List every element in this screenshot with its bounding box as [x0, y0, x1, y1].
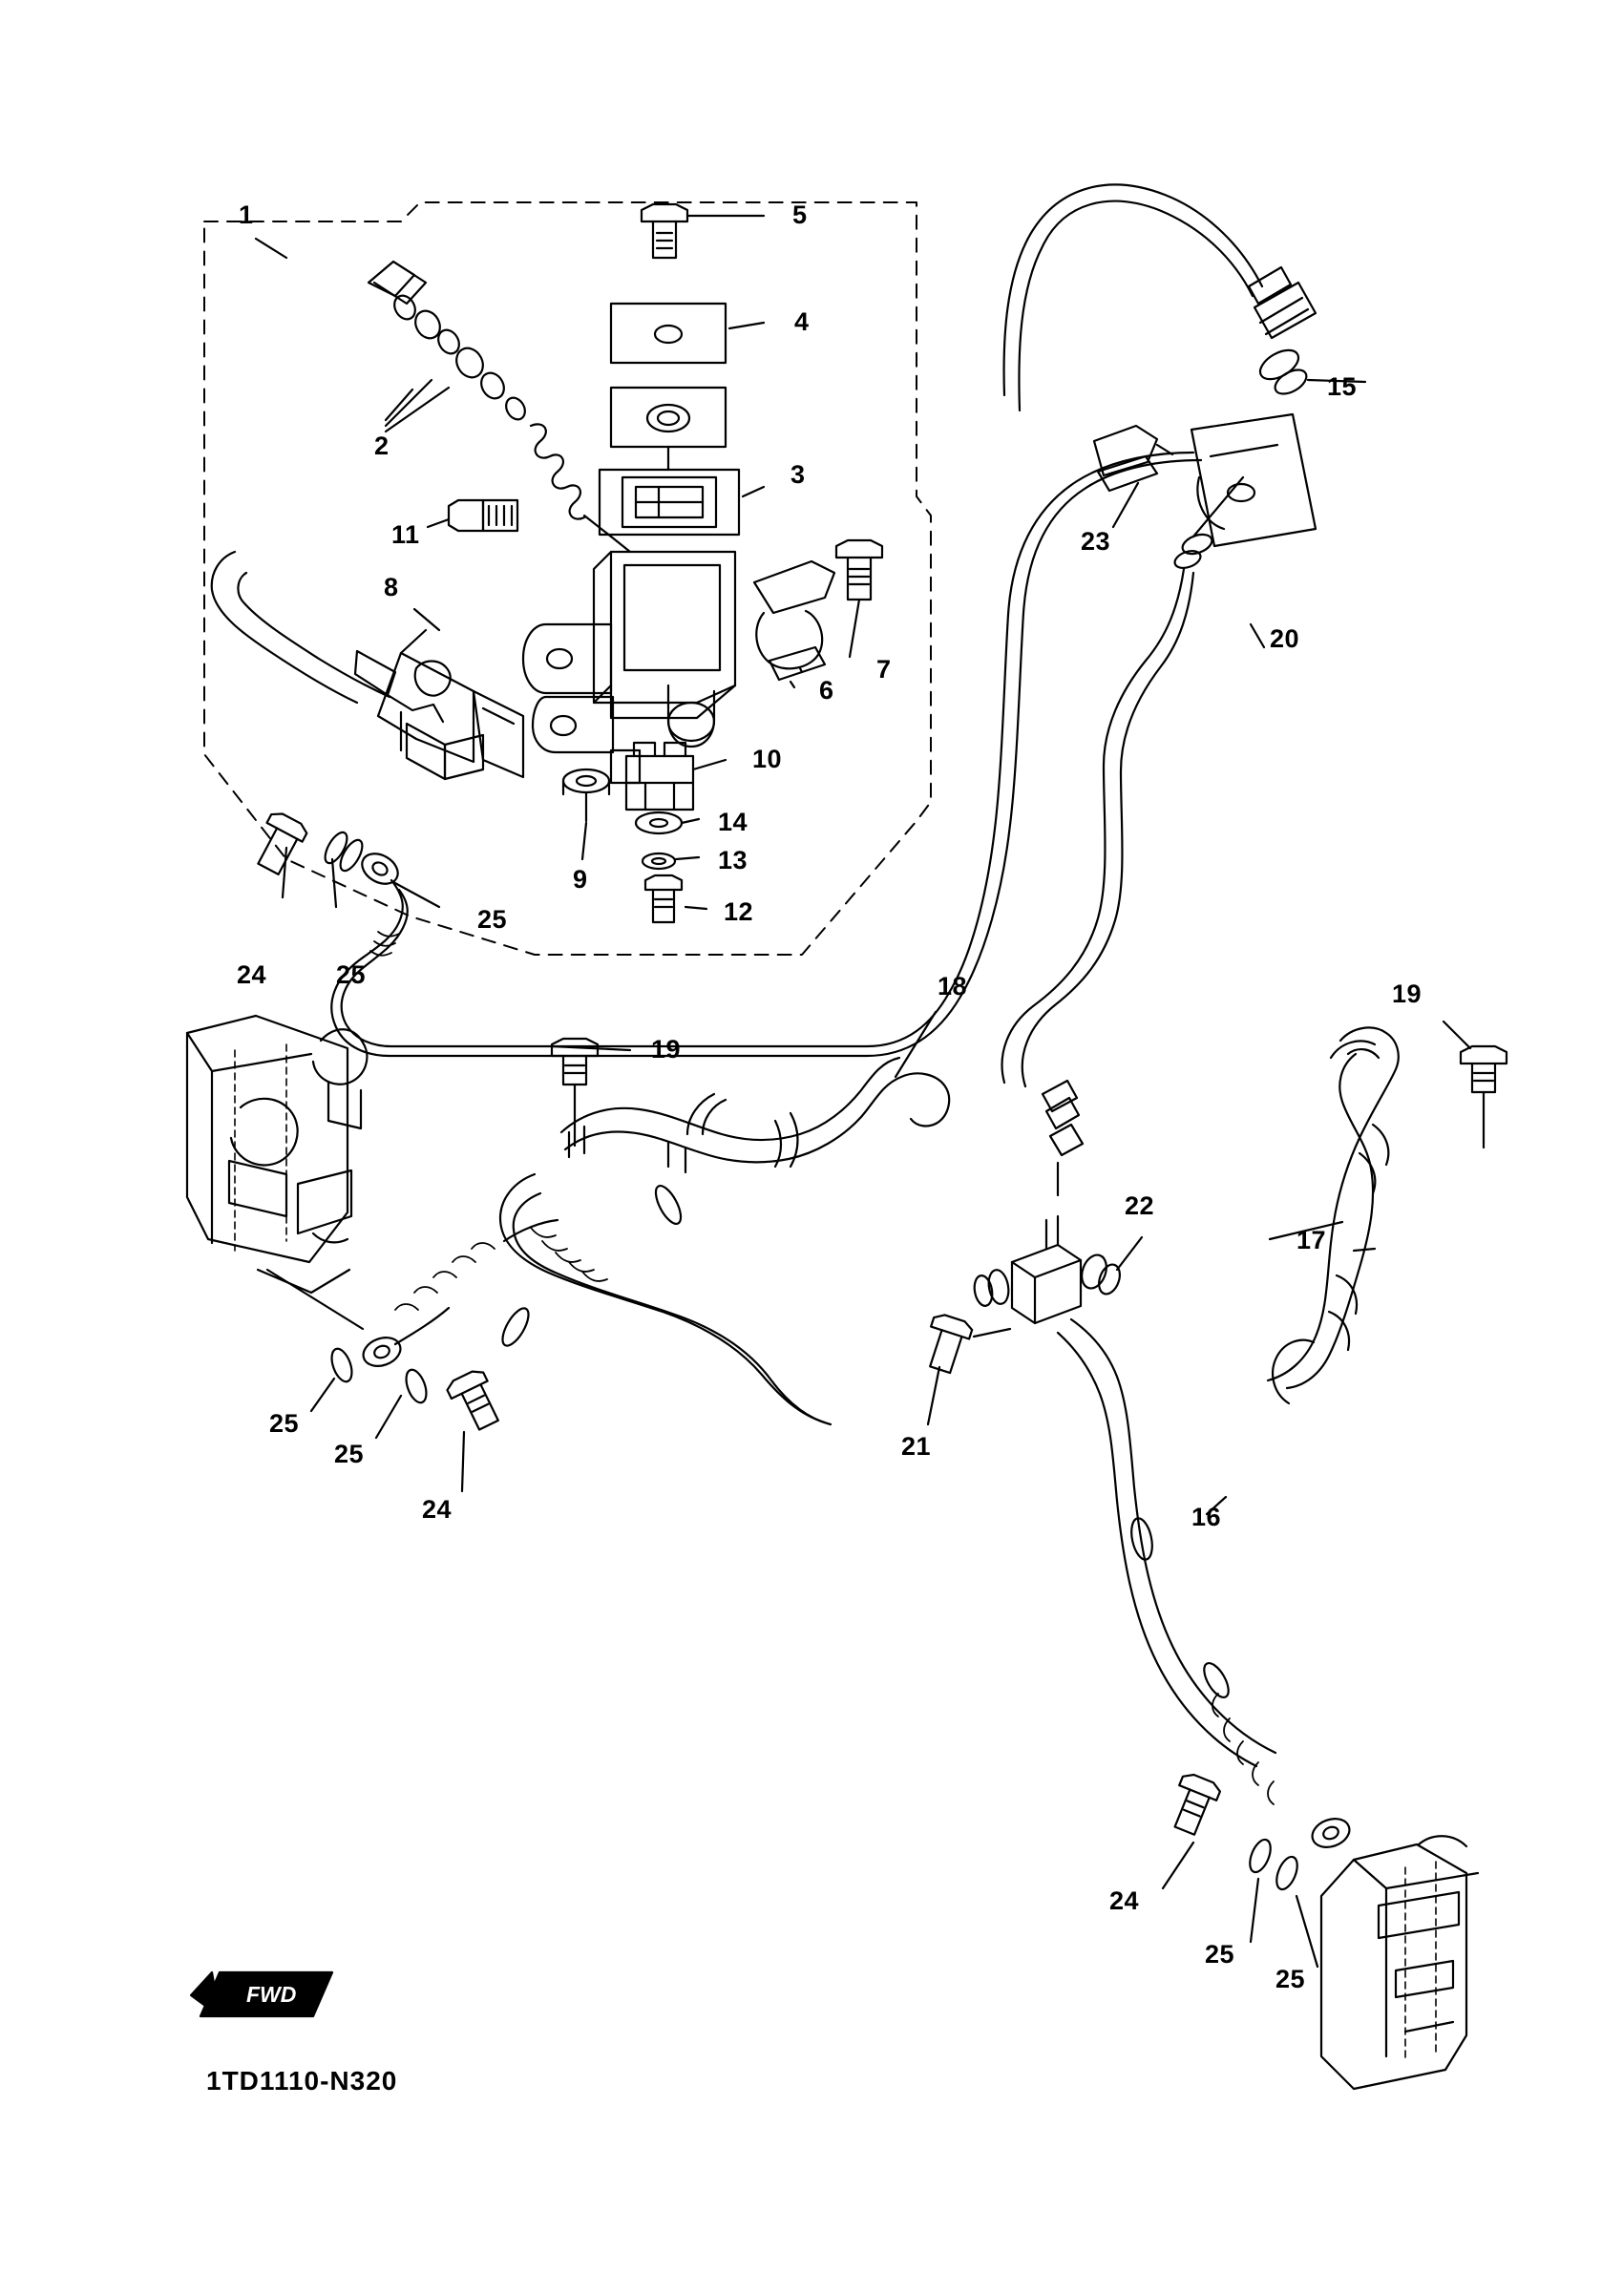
callout-17: 17 [1296, 1226, 1327, 1254]
callout-20: 20 [1270, 624, 1300, 653]
callout-24-c: 24 [1109, 1886, 1140, 1915]
callout-22: 22 [1125, 1191, 1155, 1220]
callout-25-f: 25 [1275, 1965, 1306, 1993]
fwd-arrow-label: FWD [246, 1982, 297, 2007]
callout-19-a: 19 [651, 1035, 682, 1064]
callout-25-c: 25 [269, 1409, 300, 1438]
callout-5: 5 [792, 200, 808, 229]
diagram-part-code: 1TD1110-N320 [206, 2066, 398, 2096]
callout-24-a: 24 [237, 960, 267, 989]
callout-11: 11 [391, 520, 420, 549]
callout-25-a: 25 [477, 905, 508, 934]
callout-19-b: 19 [1392, 979, 1423, 1008]
callout-24-b: 24 [422, 1495, 453, 1524]
callout-10: 10 [752, 745, 783, 773]
callout-12: 12 [724, 897, 754, 926]
callout-9: 9 [573, 865, 588, 894]
callout-18: 18 [938, 972, 968, 1001]
callout-21: 21 [901, 1432, 932, 1461]
callout-4: 4 [794, 307, 810, 336]
callout-16: 16 [1191, 1503, 1222, 1531]
callout-8: 8 [384, 573, 399, 601]
callout-13: 13 [718, 846, 748, 874]
callout-6: 6 [819, 676, 834, 705]
callout-1: 1 [239, 200, 254, 229]
callout-2: 2 [374, 432, 390, 460]
callout-15: 15 [1327, 372, 1358, 401]
callout-25-b: 25 [336, 960, 367, 989]
callout-14: 14 [718, 808, 748, 836]
callout-25-e: 25 [1205, 1940, 1235, 1969]
callout-23: 23 [1081, 527, 1111, 556]
callout-7: 7 [876, 655, 892, 684]
callout-25-d: 25 [334, 1440, 365, 1468]
callout-3: 3 [790, 460, 806, 489]
